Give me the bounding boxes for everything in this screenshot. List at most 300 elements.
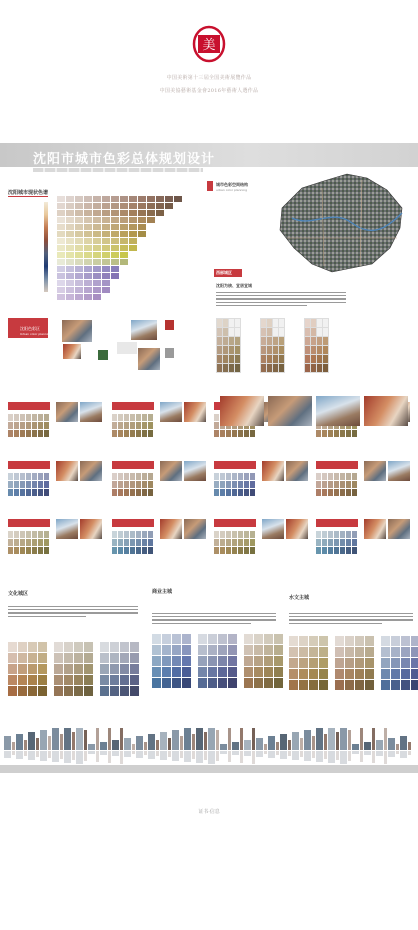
skyline-reflection [316, 751, 323, 762]
spectrum-swatch [75, 238, 83, 244]
spectrum-swatch [129, 217, 137, 223]
skyline-building [148, 734, 155, 750]
bottom-mid-text [152, 613, 276, 626]
spatial-marker [207, 181, 213, 191]
spatial-subtitle: urban color planning [216, 188, 248, 192]
spectrum-swatch [57, 273, 65, 279]
skyline-reflection [384, 751, 387, 764]
skyline-building [300, 738, 303, 750]
spectrum-swatch [93, 238, 101, 244]
skyline-building [376, 740, 383, 750]
skyline-reflection [352, 751, 359, 754]
spectrum-swatch [75, 203, 83, 209]
skyline-building [228, 728, 231, 750]
west-swatch [234, 363, 241, 373]
skyline-building [264, 744, 267, 750]
spectrum-swatch [84, 238, 92, 244]
city-skyline [0, 728, 418, 768]
spectrum-swatch [120, 245, 128, 251]
spectrum-swatch [66, 252, 74, 258]
culture-swatch-3 [165, 348, 174, 358]
spectrum-swatch [75, 259, 83, 265]
footer-text: 证书·信息 [198, 809, 220, 815]
poster-banner [0, 143, 418, 167]
spectrum-swatch [138, 210, 146, 216]
spectrum-swatch [165, 196, 173, 202]
spectrum-swatch [75, 224, 83, 230]
skyline-building [232, 742, 239, 750]
spectrum-swatch [102, 196, 110, 202]
spectrum-swatch [84, 294, 92, 300]
skyline-reflection [192, 751, 195, 759]
skyline-reflection [144, 751, 147, 755]
spectrum-swatch [111, 203, 119, 209]
spectrum-swatch [102, 266, 110, 272]
spectrum-swatch [147, 210, 155, 216]
spectrum-swatch [84, 245, 92, 251]
skyline-building [280, 734, 287, 750]
culture-swatch-1 [165, 320, 174, 330]
skyline-building [156, 740, 159, 750]
hue-scale [44, 202, 48, 292]
spectrum-swatch [111, 231, 119, 237]
spectrum-swatch [75, 231, 83, 237]
spectrum-swatch [102, 217, 110, 223]
color-spectrum-chart [57, 196, 187, 300]
skyline-building [216, 730, 219, 750]
culture-swatch-2 [98, 350, 108, 360]
skyline-building [400, 736, 407, 750]
skyline-reflection [408, 751, 411, 755]
spectrum-swatch [129, 210, 137, 216]
skyline-reflection [264, 751, 267, 754]
spectrum-swatch [111, 273, 119, 279]
skyline-building [208, 728, 215, 750]
spectrum-swatch [111, 238, 119, 244]
spectrum-swatch [75, 287, 83, 293]
skyline-building [268, 736, 275, 750]
spectrum-swatch [165, 203, 173, 209]
skyline-reflection [136, 751, 143, 758]
skyline-reflection [252, 751, 255, 764]
spectrum-swatch [102, 238, 110, 244]
spectrum-swatch [111, 259, 119, 265]
spectrum-swatch [66, 245, 74, 251]
skyline-reflection [204, 751, 207, 760]
spectrum-swatch [102, 203, 110, 209]
bottom-right-text [289, 613, 413, 626]
skyline-building [168, 738, 171, 750]
skyline-reflection [336, 751, 339, 760]
spectrum-swatch [66, 259, 74, 265]
skyline-building [40, 730, 47, 750]
spectrum-swatch [93, 217, 101, 223]
spectrum-swatch [138, 224, 146, 230]
skyline-reflection [36, 751, 39, 757]
spectrum-swatch [84, 280, 92, 286]
spectrum-swatch [111, 224, 119, 230]
spectrum-swatch [120, 217, 128, 223]
skyline-reflection [288, 751, 291, 756]
skyline-building [372, 728, 375, 750]
skyline-building [108, 728, 111, 750]
skyline-reflection [376, 751, 383, 756]
skyline-reflection [328, 751, 335, 763]
spectrum-swatch [66, 210, 74, 216]
spectrum-swatch [147, 203, 155, 209]
spectrum-swatch [93, 231, 101, 237]
spectrum-swatch [84, 224, 92, 230]
spectrum-swatch [120, 259, 128, 265]
skyline-reflection [40, 751, 47, 761]
skyline-reflection [120, 751, 123, 764]
skyline-building [336, 732, 339, 750]
subtitle-line2: 中国美協藝術基金會2016年藝術人選作品 [159, 88, 259, 94]
skyline-reflection [280, 751, 287, 759]
analysis-title: 沈阳城市现状色谱 [8, 190, 49, 196]
skyline-building [364, 742, 371, 750]
bottom-right-title: 水文主城 [289, 595, 310, 601]
spectrum-swatch [84, 252, 92, 258]
skyline-building [12, 742, 15, 750]
spectrum-swatch [57, 210, 65, 216]
skyline-building [204, 732, 207, 750]
spectrum-swatch [102, 231, 110, 237]
spectrum-swatch [93, 203, 101, 209]
skyline-reflection [208, 751, 215, 764]
spectrum-swatch [84, 217, 92, 223]
skyline-reflection [52, 751, 59, 762]
spectrum-swatch [84, 259, 92, 265]
west-title: 西部城区 [216, 270, 232, 275]
skyline-building [60, 734, 63, 750]
west-swatch [322, 363, 329, 373]
skyline-building [408, 742, 411, 750]
skyline-building [172, 730, 179, 750]
skyline-reflection [88, 751, 95, 754]
skyline-building [328, 728, 335, 750]
spectrum-swatch [75, 273, 83, 279]
spectrum-swatch [93, 273, 101, 279]
spectrum-swatch [111, 217, 119, 223]
spectrum-swatch [84, 287, 92, 293]
spectrum-swatch [138, 196, 146, 202]
skyline-building [132, 744, 135, 750]
skyline-building [144, 742, 147, 750]
spectrum-swatch [93, 287, 101, 293]
skyline-building [184, 728, 191, 750]
culture-swatch-4 [117, 342, 137, 354]
skyline-building [220, 744, 227, 750]
skyline-building [84, 730, 87, 750]
skyline-reflection [400, 751, 407, 758]
spectrum-swatch [75, 280, 83, 286]
bottom-left-text [8, 606, 138, 619]
spectrum-swatch [102, 273, 110, 279]
skyline-building [384, 728, 387, 750]
west-swatch [278, 363, 285, 373]
spectrum-swatch [84, 210, 92, 216]
spectrum-swatch [120, 252, 128, 258]
spectrum-swatch [138, 217, 146, 223]
spectrum-swatch [93, 210, 101, 216]
spectrum-swatch [120, 196, 128, 202]
skyline-building [48, 736, 51, 750]
spectrum-swatch [156, 210, 164, 216]
spectrum-swatch [102, 259, 110, 265]
skyline-reflection [196, 751, 203, 763]
city-map [272, 168, 412, 276]
spectrum-swatch [93, 252, 101, 258]
spectrum-swatch [129, 196, 137, 202]
logo-emblem [192, 25, 226, 63]
spectrum-swatch [66, 196, 74, 202]
skyline-reflection [312, 751, 315, 758]
skyline-reflection [300, 751, 303, 757]
skyline-reflection [124, 751, 131, 757]
spectrum-swatch [93, 266, 101, 272]
spectrum-swatch [57, 266, 65, 272]
spectrum-swatch [93, 196, 101, 202]
skyline-reflection [360, 751, 363, 762]
skyline-building [112, 740, 119, 750]
subtitle-line1: 中国美術第十三屆全国美術展覽作品 [166, 75, 252, 81]
spectrum-swatch [120, 203, 128, 209]
skyline-reflection [60, 751, 63, 759]
skyline-reflection [148, 751, 155, 759]
skyline-building [4, 736, 11, 750]
bottom-left-title: 文化城区 [8, 591, 29, 597]
spectrum-swatch [93, 224, 101, 230]
spectrum-swatch [129, 203, 137, 209]
spectrum-swatch [57, 217, 65, 223]
skyline-reflection [48, 751, 51, 758]
west-text [216, 292, 346, 308]
skyline-reflection [324, 751, 327, 759]
skyline-reflection [28, 751, 35, 760]
skyline-reflection [348, 751, 351, 761]
spectrum-swatch [57, 245, 65, 251]
spectrum-swatch [102, 210, 110, 216]
spectrum-swatch [111, 196, 119, 202]
skyline-reflection [372, 751, 375, 763]
skyline-reflection [304, 751, 311, 761]
spectrum-swatch [102, 224, 110, 230]
skyline-reflection [24, 751, 27, 756]
spectrum-swatch [129, 238, 137, 244]
spectrum-swatch [120, 231, 128, 237]
spectrum-swatch [111, 252, 119, 258]
spectrum-swatch [84, 231, 92, 237]
skyline-reflection [268, 751, 275, 758]
spectrum-swatch [57, 203, 65, 209]
spectrum-swatch [66, 280, 74, 286]
spectrum-swatch [102, 287, 110, 293]
skyline-reflection [108, 751, 111, 763]
skyline-building [276, 742, 279, 750]
skyline-reflection [364, 751, 371, 755]
skyline-reflection [72, 751, 75, 760]
skyline-building [388, 738, 395, 750]
spectrum-swatch [84, 196, 92, 202]
skyline-building [324, 734, 327, 750]
spectrum-swatch [57, 252, 65, 258]
skyline-building [88, 744, 95, 750]
skyline-reflection [216, 751, 219, 761]
skyline-building [76, 728, 83, 750]
spectrum-swatch [66, 217, 74, 223]
culture-subtitle: Urban color planning [20, 332, 52, 336]
spectrum-swatch [66, 273, 74, 279]
spectrum-swatch [138, 203, 146, 209]
west-palettes [216, 318, 328, 376]
spectrum-swatch [111, 266, 119, 272]
spectrum-swatch [147, 217, 155, 223]
skyline-reflection [160, 751, 167, 760]
skyline-building [64, 728, 71, 750]
spectrum-swatch [93, 259, 101, 265]
skyline-reflection [220, 751, 227, 754]
skyline-building [100, 742, 107, 750]
skyline-building [52, 728, 59, 750]
skyline-reflection [168, 751, 171, 757]
skyline-building [36, 738, 39, 750]
skyline-reflection [96, 751, 99, 762]
skyline-building [136, 736, 143, 750]
skyline-building [124, 738, 131, 750]
skyline-reflection [4, 751, 11, 758]
culture-photo-3 [131, 320, 157, 340]
skyline-reflection [244, 751, 251, 756]
skyline-building [72, 732, 75, 750]
skyline-reflection [76, 751, 83, 764]
spectrum-swatch [102, 280, 110, 286]
logo-char: 美 [202, 38, 216, 53]
skyline-building [316, 728, 323, 750]
skyline-reflection [84, 751, 87, 761]
skyline-building [196, 728, 203, 750]
skyline-reflection [112, 751, 119, 756]
spectrum-swatch [57, 231, 65, 237]
spectrum-swatch [120, 224, 128, 230]
skyline-reflection [396, 751, 399, 754]
skyline-reflection [388, 751, 395, 757]
spectrum-swatch [93, 280, 101, 286]
skyline-building [244, 740, 251, 750]
skyline-reflection [276, 751, 279, 755]
spectrum-swatch [102, 252, 110, 258]
spectrum-swatch [66, 287, 74, 293]
spectrum-swatch [66, 238, 74, 244]
spectrum-swatch [75, 245, 83, 251]
skyline-building [160, 732, 167, 750]
spectrum-swatch [111, 245, 119, 251]
culture-photo-4 [138, 348, 160, 370]
skyline-building [120, 728, 123, 750]
skyline-reflection [12, 751, 15, 755]
skyline-building [352, 744, 359, 750]
spectrum-swatch [75, 196, 83, 202]
skyline-reflection [100, 751, 107, 755]
skyline-building [180, 736, 183, 750]
spectrum-swatch [93, 245, 101, 251]
culture-photo-1 [62, 320, 92, 342]
spectrum-swatch [156, 196, 164, 202]
skyline-building [292, 732, 299, 750]
spectrum-swatch [75, 252, 83, 258]
spectrum-swatch [156, 203, 164, 209]
west-subtitle: 沈阳为核、宜居宜城 [216, 283, 252, 288]
spectrum-swatch [102, 245, 110, 251]
spectrum-swatch [147, 196, 155, 202]
spectrum-swatch [57, 224, 65, 230]
analysis-underline [8, 196, 48, 197]
skyline-reflection [240, 751, 243, 763]
culture-title: 沈阳色彩区 [20, 326, 40, 331]
skyline-building [192, 734, 195, 750]
spectrum-swatch [66, 231, 74, 237]
spectrum-swatch [129, 245, 137, 251]
skyline-building [16, 734, 23, 750]
poster-title: 沈阳市城市色彩总体规划设计 [33, 152, 216, 167]
spectrum-swatch [93, 294, 101, 300]
skyline-reflection [132, 751, 135, 754]
skyline-building [28, 732, 35, 750]
spectrum-swatch [57, 196, 65, 202]
culture-photo-2 [63, 344, 81, 359]
skyline-building [348, 730, 351, 750]
skyline-building [360, 728, 363, 750]
spectrum-swatch [57, 238, 65, 244]
spectrum-swatch [66, 266, 74, 272]
skyline-reflection [180, 751, 183, 758]
spectrum-swatch [66, 224, 74, 230]
skyline-reflection [172, 751, 179, 761]
skyline-reflection [184, 751, 191, 762]
skyline-reflection [340, 751, 347, 764]
skyline-reflection [16, 751, 23, 759]
spectrum-swatch [57, 287, 65, 293]
skyline-building [252, 728, 255, 750]
spectrum-swatch [57, 280, 65, 286]
spectrum-swatch [75, 210, 83, 216]
bottom-mid-title: 商业主城 [152, 589, 173, 595]
poster-bottom-bar [0, 765, 418, 773]
spectrum-swatch [111, 210, 119, 216]
spectrum-swatch [84, 203, 92, 209]
spectrum-swatch [138, 231, 146, 237]
skyline-reflection [256, 751, 263, 757]
spectrum-swatch [84, 266, 92, 272]
skyline-building [96, 728, 99, 750]
spectrum-swatch [75, 217, 83, 223]
skyline-reflection [232, 751, 239, 755]
title-ruler [33, 168, 203, 172]
skyline-building [396, 744, 399, 750]
skyline-building [312, 736, 315, 750]
spectrum-swatch [84, 273, 92, 279]
spectrum-swatch [66, 294, 74, 300]
spectrum-swatch [57, 294, 65, 300]
spectrum-swatch [174, 196, 182, 202]
skyline-reflection [228, 751, 231, 762]
spectrum-swatch [129, 231, 137, 237]
spectrum-swatch [75, 294, 83, 300]
spectrum-swatch [120, 210, 128, 216]
skyline-building [340, 728, 347, 750]
spectrum-swatch [75, 266, 83, 272]
spatial-title: 城市色彩空间结构 [216, 182, 248, 187]
